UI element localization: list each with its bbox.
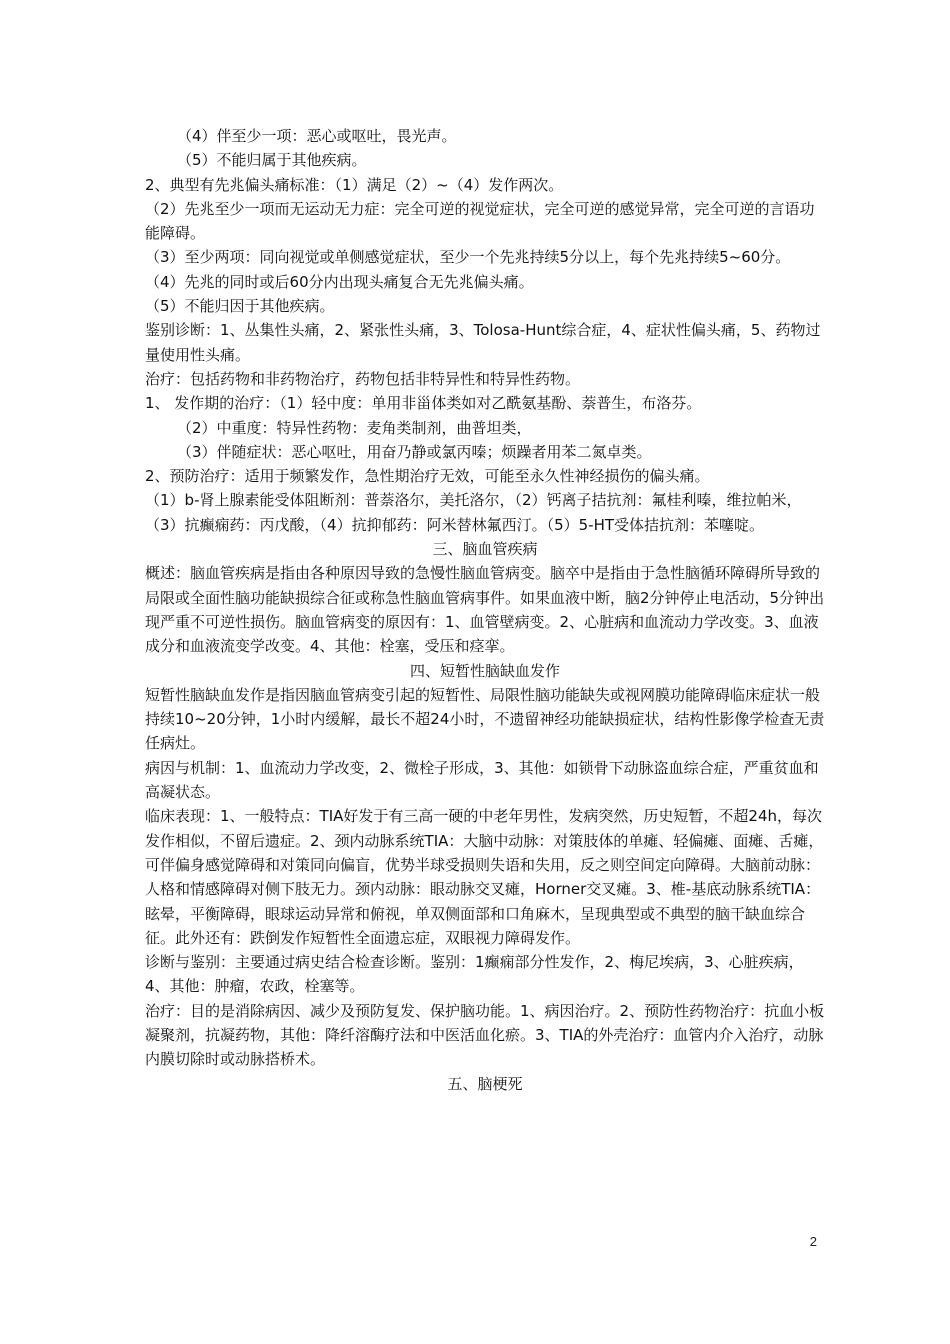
paragraph: 短暂性脑缺血发作是指因脑血管病变引起的短暂性、局限性脑功能缺失或视网膜功能障碍临床症状一般持续10~20分钟，1小时内缓解，最长不超24小时，不遗留神经功能缺损症状，结构性影像学检查无责任病灶。 bbox=[145, 685, 825, 753]
section-heading: 四、短暂性脑缺血发作 bbox=[409, 661, 560, 680]
paragraph: 1、 发作期的治疗：（1）轻中度：单用非甾体类如对乙酰氨基酚、萘普生，布洛芬。 bbox=[145, 394, 702, 413]
paragraph: （5）不能归因于其他疾病。 bbox=[145, 297, 335, 316]
paragraph: 2、典型有先兆偏头痛标准：（1）满足（2）~（4）发作两次。 bbox=[145, 175, 564, 194]
paragraph: 概述：脑血管疾病是指由各种原因导致的急慢性脑血管病变。脑卒中是指由于急性脑循环障碍所导致的局限或全面性脑功能缺损综合征或称急性脑血管病事件。如果血液中断，脑2分钟停止电活动，5分钟出现严重不可逆性损伤。脑血管病变的原因有：1、血管壁病变。2、心脏病和血流动力学改变。3、血液成分和血液流变学改变。4、其他：栓塞，受压和痉挛。 bbox=[145, 564, 825, 656]
paragraph: 治疗：包括药物和非药物治疗，药物包括非特异性和特异性药物。 bbox=[145, 369, 581, 388]
section-heading: 五、脑梗死 bbox=[447, 1074, 523, 1093]
page-number: 2 bbox=[809, 1234, 817, 1249]
paragraph: 2、预防治疗：适用于频繁发作，急性期治疗无效，可能至永久性神经损伤的偏头痛。 bbox=[145, 467, 710, 486]
paragraph: （1）b-肾上腺素能受体阻断剂：普萘洛尔，美托洛尔，（2）钙离子拮抗剂：氟桂利嗪，维拉帕米，（3）抗癫痫药：丙戊酸，（4）抗抑郁药：阿米替林氟西汀。（5）5-HT受体拮抗剂：苯噻啶。 bbox=[145, 491, 802, 534]
paragraph: （4）伴至少一项：恶心或呕吐，畏光声。 bbox=[177, 127, 457, 145]
paragraph: 临床表现：1、一般特点：TIA好发于有三高一硬的中老年男性，发病突然，历史短暂，不超24h，每次发作相似，不留后遗症。2、颈内动脉系统TIA：大脑中动脉：对策肢体的单瘫、轻偏瘫、面瘫、舌瘫，可伴偏身感觉障碍和对策同向偏盲，优势半球受损则失语和失用，反之则空间定向障碍。大脑前动脉：人格和情感障碍对侧下肢无力。颈内动脉：眼动脉交叉瘫，Horner交叉瘫。3、椎-基底动脉系统TIA：眩晕，平衡障碍，眼球运动异常和俯视，单双侧面部和口角麻木，呈现典型或不典型的脑干缺血综合征。此外还有：跌倒发作短暂性全面遗忘症，双眼视力障碍发作。 bbox=[145, 807, 824, 947]
document-body bbox=[145, 124, 825, 1096]
paragraph: 鉴别诊断：1、丛集性头痛，2、紧张性头痛，3、Tolosa-Hunt综合症，4、症状性偏头痛，5、药物过量使用性头痛。 bbox=[145, 321, 821, 364]
paragraph: （2）中重度：特异性药物：麦角类制剂，曲普坦类， bbox=[177, 418, 532, 437]
section-heading: 三、脑血管疾病 bbox=[432, 540, 538, 559]
paragraph: （5）不能归属于其他疾病。 bbox=[177, 151, 367, 170]
paragraph: 诊断与鉴别：主要通过病史结合检查诊断。鉴别：1癫痫部分性发作，2、梅尼埃病，3、心脏疾病，4、其他：肿瘤，农政，栓塞等。 bbox=[145, 953, 804, 996]
paragraph: （3）伴随症状：恶心呕吐，用奋乃静或氯丙嗪；烦躁者用苯二氮卓类。 bbox=[177, 442, 652, 461]
paragraph: （3）至少两项：同向视觉或单侧感觉症状，至少一个先兆持续5分以上，每个先兆持续5~60分。 bbox=[145, 248, 791, 267]
paragraph: 治疗：目的是消除病因、减少及预防复发、保护脑功能。1、病因治疗。2、预防性药物治疗：抗血小板凝聚剂，抗凝药物，其他：降纤溶酶疗法和中医活血化瘀。3、TIA的外壳治疗：血管内介入治疗，动脉内膜切除时或动脉搭桥术。 bbox=[145, 1001, 825, 1069]
paragraph: 病因与机制：1、血流动力学改变，2、微栓子形成，3、其他：如锁骨下动脉盗血综合症，严重贫血和高凝状态。 bbox=[145, 758, 819, 802]
paragraph: （2）先兆至少一项而无运动无力症：完全可逆的视觉症状，完全可逆的感觉异常，完全可逆的言语功能障碍。 bbox=[145, 199, 815, 243]
paragraph: （4）先兆的同时或后60分内出现头痛复合无先兆偏头痛。 bbox=[145, 272, 534, 291]
